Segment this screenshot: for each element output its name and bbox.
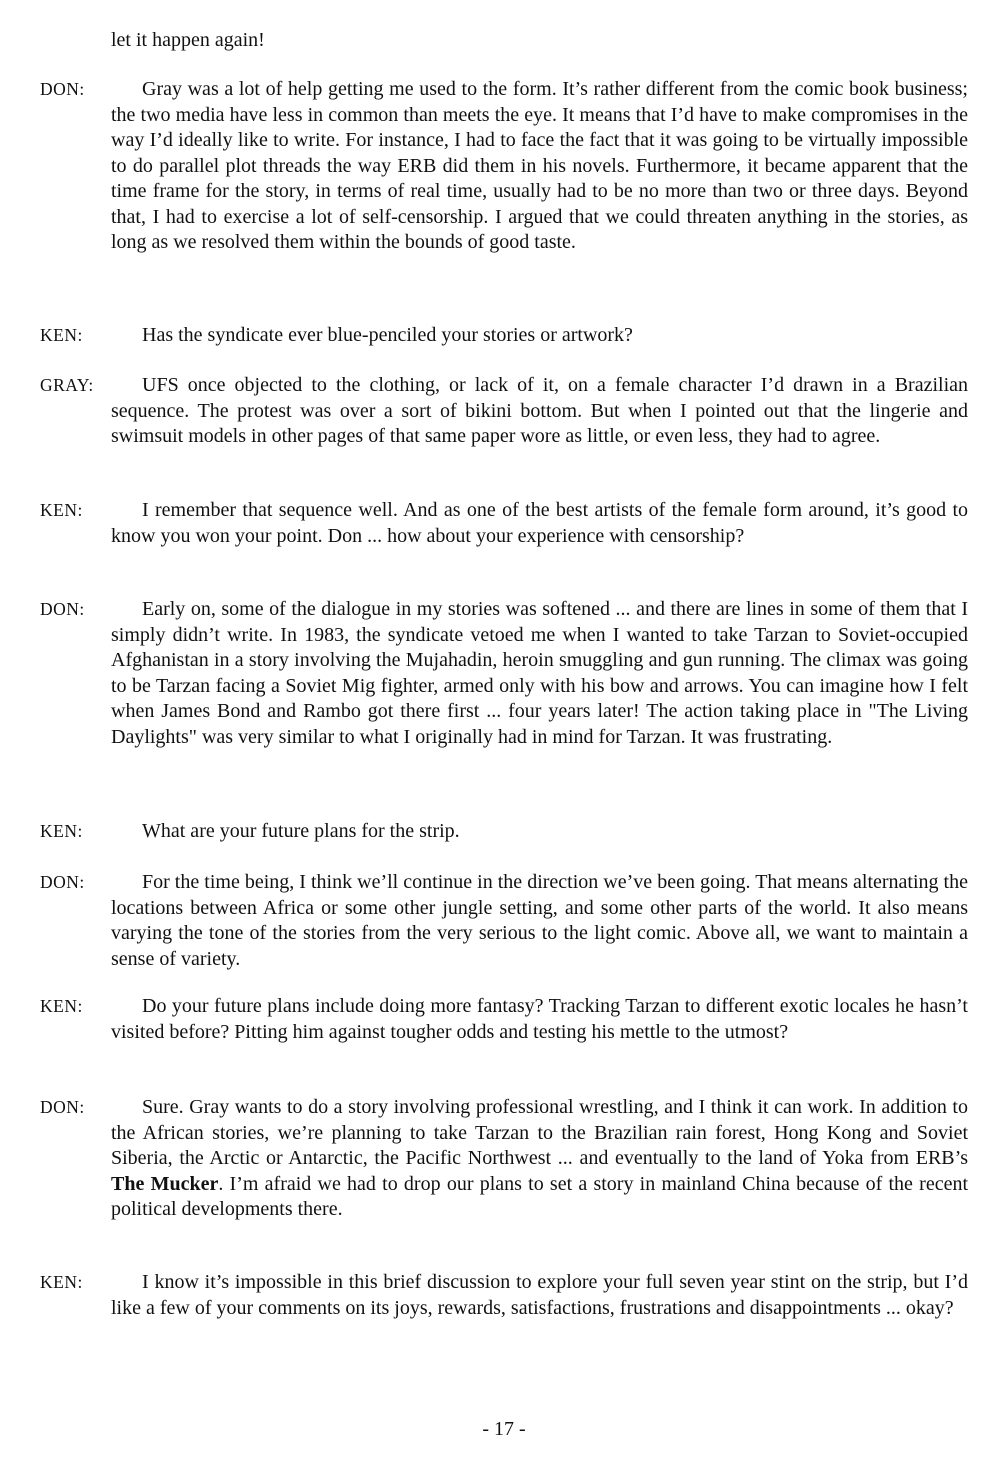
speaker-label: DON: — [40, 872, 85, 892]
speaker-label: DON: — [40, 1097, 85, 1117]
speaker-label: KEN: — [40, 500, 83, 520]
dialogue-text: Do your future plans include doing more fantasy? Tracking Tarzan to different exotic locales he hasn’t visited before? Pitting him against tougher odds and testing his mettle to the utmost? — [111, 995, 968, 1043]
dialogue-text: UFS once objected to the clothing, or lack of it, on a female character I’d drawn in a Brazilian sequence. The protest was over a sort of bikini bottom. But when I pointed out that the lingerie and swimsuit models in other pages of that same paper wore as little, or even less, they had to agree. — [111, 374, 968, 447]
dialogue-text-part: Sure. Gray wants to do a story involving professional wrestling, and I think it can work. In addition to the African stories, we’re planning to take Tarzan to the Brazilian rain forest, Hong Kong and Soviet Siberia, the Arctic or Antarctic, the Pacific Northwest ... and eventually to the land of Yoka from ERB’s — [111, 1096, 968, 1169]
speaker-label: DON: — [40, 79, 85, 99]
dialogue-text: I remember that sequence well. And as one of the best artists of the female form around, it’s good to know you won your point. Don ... how about your experience with censorship? — [111, 499, 968, 547]
dialogue-text: I know it’s impossible in this brief discussion to explore your full seven year stint on the strip, but I’d like a few of your comments on its joys, rewards, satisfactions, frustrations and disappointments ... okay? — [111, 1271, 968, 1319]
page-number: - 17 - — [482, 1418, 526, 1440]
dialogue-text: Early on, some of the dialogue in my stories was softened ... and there are lines in some of them that I simply didn’t write. In 1983, the syndicate vetoed me when I wanted to take Tarzan to Soviet-occupied Afghanistan in a story involving the Mujahadin, heroin smuggling and gun running. The climax was going to be Tarzan facing a Soviet Mig fighter, armed only with his bow and arrows. You can imagine how I felt when James Bond and Rambo got there first ... four years later! The action taking place in "The Living Daylights" was very similar to what I originally had in mind for Tarzan. It was frustrating. — [111, 598, 968, 748]
continued-paragraph: let it happen again! — [111, 29, 265, 51]
speaker-label: KEN: — [40, 996, 83, 1016]
speaker-label: KEN: — [40, 1272, 83, 1292]
book-title: The Mucker — [111, 1172, 219, 1195]
speaker-label: DON: — [40, 599, 85, 619]
speaker-label: KEN: — [40, 821, 83, 841]
dialogue-text-part: . I’m afraid we had to drop our plans to set a story in mainland China because of the recent political developments there. — [111, 1172, 969, 1220]
speaker-label: KEN: — [40, 325, 83, 345]
dialogue-text: Has the syndicate ever blue-penciled your stories or artwork? — [142, 324, 633, 346]
dialogue-text: What are your future plans for the strip. — [142, 820, 460, 842]
dialogue-text: Gray was a lot of help getting me used to the form. It’s rather different from the comic book business; the two media have less in common than meets the eye. It means that I’d have to make compromises in the way I’d ideally like to write. For instance, I had to face the fact that it was going to be virtually impossible to do parallel plot threads the way ERB did them in his novels. Furthermore, it became apparent that the time frame for the story, in terms of real time, usually had to be no more than two or three days. Beyond that, I had to exercise a lot of self-censorship. I argued that we could threaten anything in the stories, as long as we resolved them within the bounds of good taste. — [111, 78, 968, 253]
dialogue-text: For the time being, I think we’ll continue in the direction we’ve been going. That means alternating the locations between Africa or some other jungle setting, and some other parts of the world. It also means varying the tone of the stories from the very serious to the light comic. Above all, we want to maintain a sense of variety. — [111, 871, 968, 970]
speaker-label: GRAY: — [40, 375, 94, 395]
dialogue-text — [111, 1095, 968, 1223]
